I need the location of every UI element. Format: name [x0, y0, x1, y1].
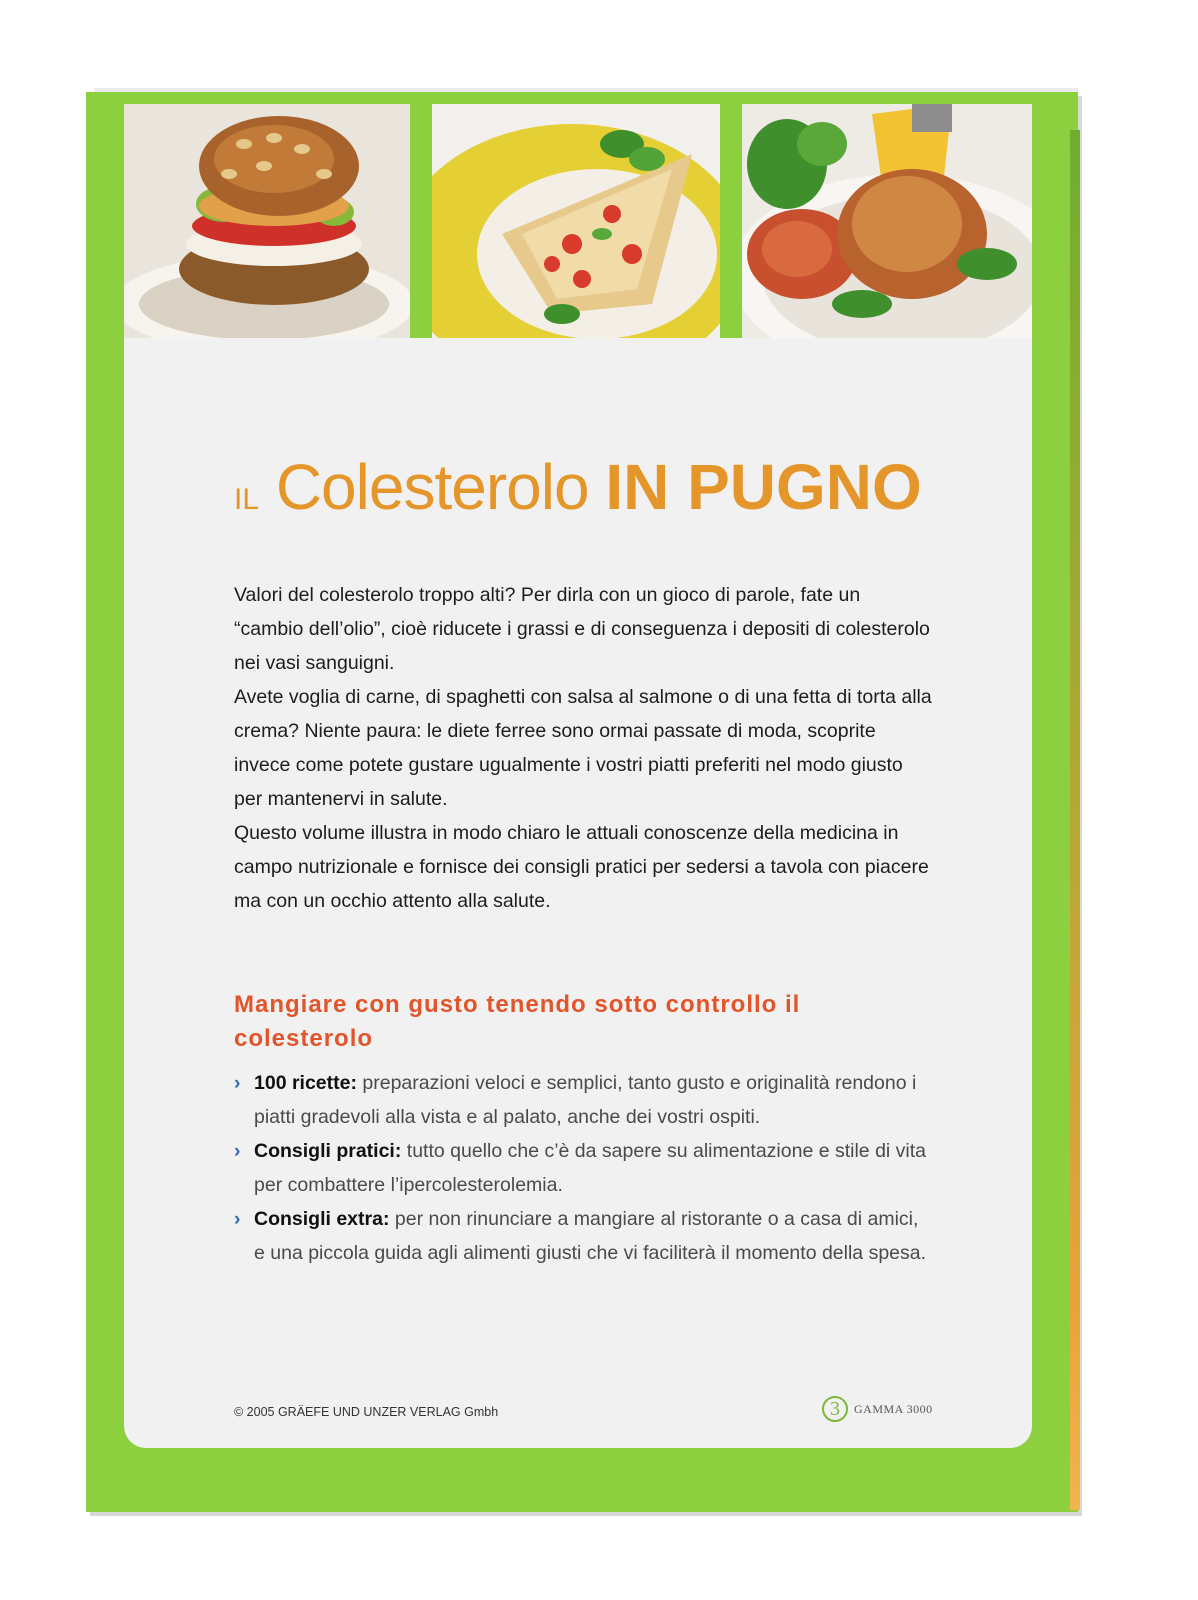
feature-label: Consigli pratici:	[254, 1140, 402, 1162]
burger-photo-icon	[124, 104, 410, 338]
chevron-right-icon: ›	[234, 1208, 241, 1230]
chevron-right-icon: ›	[234, 1072, 241, 1094]
pizza-photo-icon	[432, 104, 720, 338]
section-subheading: Mangiare con gusto tenendo sotto controllo il colesterolo	[234, 991, 801, 1052]
list-item	[234, 1066, 934, 1134]
publisher-mark	[822, 1396, 933, 1422]
feature-text: preparazioni veloci e semplici, tanto gusto e originalità rendono i piatti gradevoli alla vista e al palato, anche dei vostri ospiti.	[254, 1072, 917, 1128]
chicken-photo-icon	[742, 104, 1032, 338]
intro-paragraph: Avete voglia di carne, di spaghetti con salsa al salmone o di una fetta di torta alla crema? Niente paura: le diete ferree sono ormai passate di moda, scoprite invece come potete gustare ugualmente i vostri piatti preferiti nel modo giusto per mantenervi in salute.	[234, 686, 932, 810]
copyright-notice: © 2005 GRÄEFE UND UNZER VERLAG Gmbh	[234, 1405, 499, 1419]
book-spine-edge	[1070, 130, 1080, 1510]
book-title	[234, 450, 922, 524]
chevron-right-icon: ›	[234, 1140, 241, 1162]
list-item	[234, 1202, 934, 1270]
feature-label: Consigli extra:	[254, 1208, 390, 1230]
title-main: Colesterolo	[275, 451, 589, 523]
features-list	[234, 1066, 934, 1270]
feature-label: 100 ricette:	[254, 1072, 357, 1094]
intro-paragraph: Questo volume illustra in modo chiaro le attuali conoscenze della medicina in campo nutrizionale e fornisce dei consigli pratici per sedersi a tavola con piacere ma con un occhio attento alla salute.	[234, 822, 929, 912]
list-item	[234, 1134, 934, 1202]
title-prefix: IL	[234, 483, 260, 516]
feature-text: tutto quello che c’è da sapere su alimentazione e stile di vita per combattere l’ipercolesterolemia.	[254, 1140, 927, 1196]
feature-text: per non rinunciare a mangiare al ristorante o a casa di amici, e una piccola guida agli alimenti giusti che vi faciliterà il momento della spesa.	[254, 1208, 927, 1264]
publisher-logo-icon: 3	[822, 1396, 848, 1422]
publisher-name: GAMMA 3000	[854, 1401, 933, 1416]
title-emphasis: IN PUGNO	[605, 451, 922, 523]
intro-paragraph: Valori del colesterolo troppo alti? Per dirla con un gioco di parole, fate un “cambio dell’olio”, cioè riducete i grassi e di conseguenza i depositi di colesterolo nei vasi sanguigni.	[234, 584, 930, 674]
intro-text	[234, 578, 934, 918]
